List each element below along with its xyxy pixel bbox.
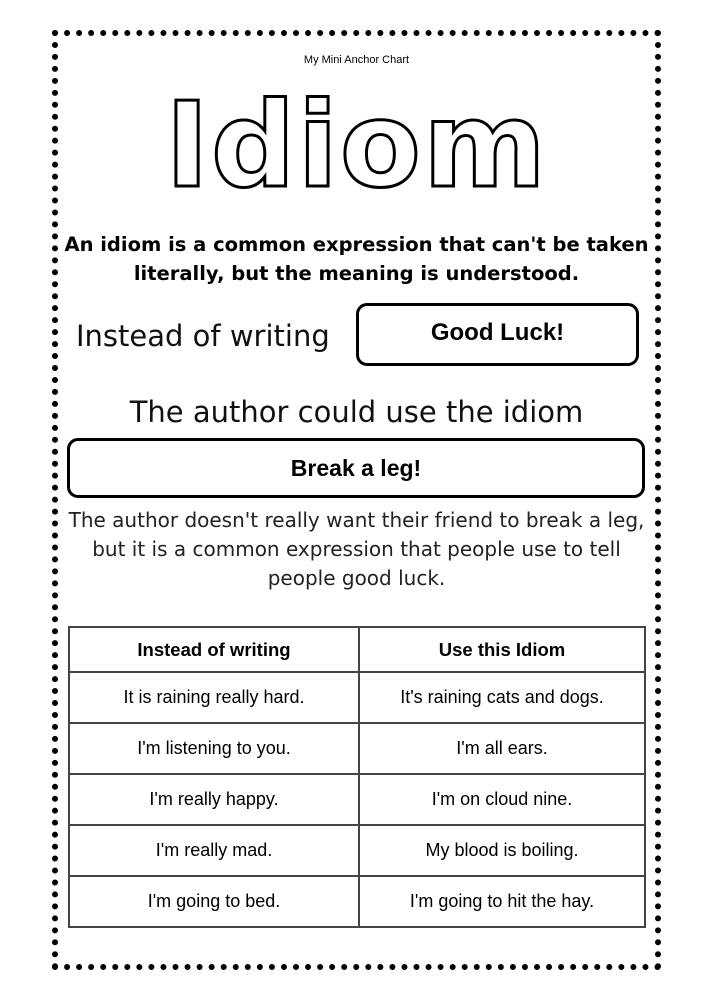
column-header-instead: Instead of writing — [69, 627, 359, 672]
table-row — [69, 672, 645, 723]
table-row — [69, 723, 645, 774]
original-phrase-box: Good Luck! — [356, 303, 639, 366]
table-cell: I'm really mad. — [69, 825, 359, 876]
idiom-examples-table — [68, 626, 646, 928]
author-could-use-label: The author could use the idiom — [129, 395, 584, 429]
idiom-definition: An idiom is a common expression that can't be taken literally, but the meaning is understood. — [64, 233, 649, 285]
table-cell: It is raining really hard. — [69, 672, 359, 723]
column-header-idiom: Use this Idiom — [359, 627, 645, 672]
table-cell: I'm all ears. — [359, 723, 645, 774]
table-cell: I'm on cloud nine. — [359, 774, 645, 825]
table-cell: I'm going to bed. — [69, 876, 359, 927]
table-row — [69, 774, 645, 825]
table-header-row — [69, 627, 645, 672]
idiom-phrase-box: Break a leg! — [67, 438, 645, 498]
table-cell: I'm going to hit the hay. — [359, 876, 645, 927]
table-cell: My blood is boiling. — [359, 825, 645, 876]
table-cell: I'm listening to you. — [69, 723, 359, 774]
instead-of-writing-label: Instead of writing — [76, 319, 330, 353]
header-note: My Mini Anchor Chart — [303, 54, 410, 66]
page-title: Idiom — [165, 76, 548, 214]
table-cell: It's raining cats and dogs. — [359, 672, 645, 723]
table-row — [69, 876, 645, 927]
idiom-explanation: The author doesn't really want their friend to break a leg, but it is a common expression that people use to tell people good luck. — [68, 508, 645, 590]
table-cell: I'm really happy. — [69, 774, 359, 825]
table-row — [69, 825, 645, 876]
